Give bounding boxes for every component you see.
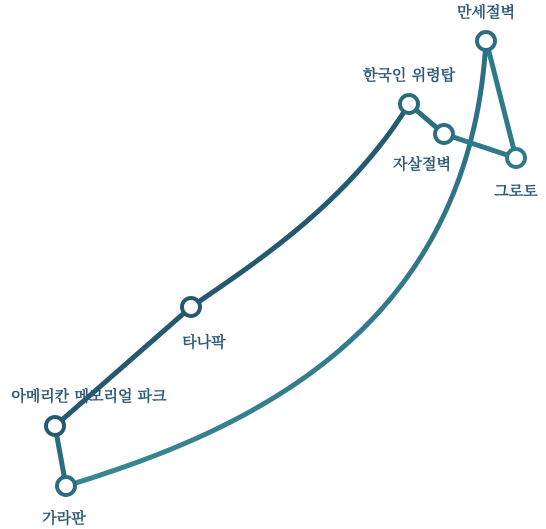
route-segment-grotto-to-banzai-cliff: [444, 134, 516, 158]
stop-label-garapan: 가라판: [42, 509, 86, 527]
stop-marker-american-memorial-park[interactable]: [46, 417, 64, 435]
stop-label-suicide-cliff: 만세절벽: [457, 3, 515, 21]
stop-marker-grotto[interactable]: [507, 149, 525, 167]
stop-label-banzai-cliff: 자살절벽: [393, 155, 451, 173]
stop-marker-korean-memorial[interactable]: [400, 95, 418, 113]
stop-label-grotto: 그로토: [494, 182, 538, 200]
stop-marker-tanapag[interactable]: [182, 298, 200, 316]
route-segment-garapan-to-suicide-cliff: [66, 40, 486, 486]
route-segment-korean-memorial-to-tanapag: [191, 104, 409, 307]
stop-marker-banzai-cliff[interactable]: [435, 125, 453, 143]
stop-label-american-memorial-park: 아메리칸 메모리얼 파크: [11, 387, 167, 405]
route-segment-tanapag-to-american-memorial-park: [55, 307, 191, 426]
stop-label-korean-memorial: 한국인 위령탑: [362, 66, 456, 84]
stop-marker-suicide-cliff[interactable]: [477, 32, 495, 50]
stop-marker-garapan[interactable]: [57, 477, 75, 495]
stop-label-tanapag: 타나팍: [182, 333, 226, 351]
route-segment-suicide-cliff-to-grotto: [486, 40, 516, 158]
